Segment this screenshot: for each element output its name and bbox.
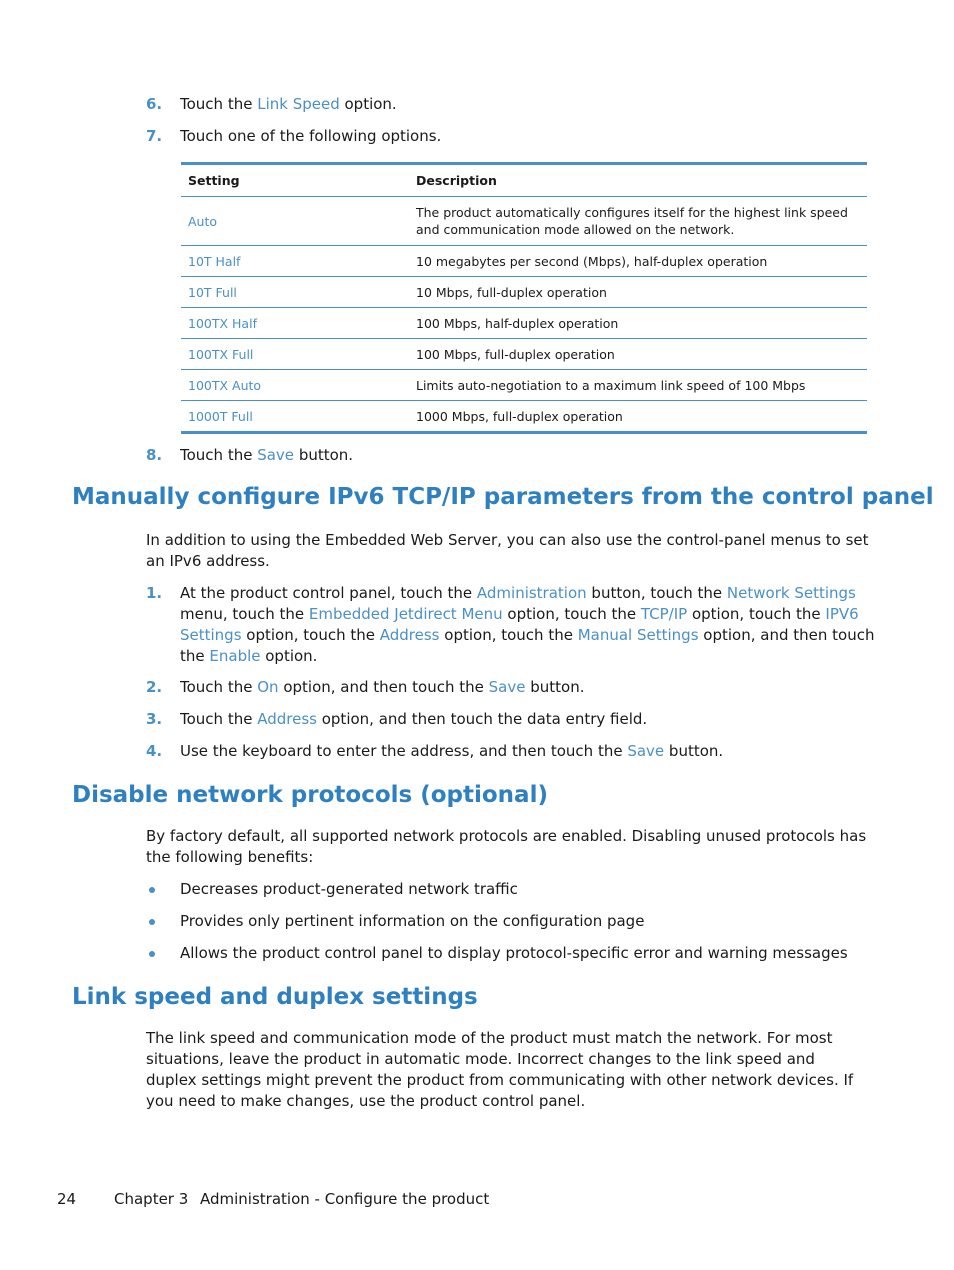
link-speed-table (181, 162, 867, 434)
ipv6-intro-paragraph: In addition to using the Embedded Web Server, you can also use the control-panel menus to set an IPv6 address. (146, 531, 869, 570)
ipv6-step-2: 2. Touch the On option, and then touch the Save button. (146, 678, 585, 696)
table-row (181, 246, 867, 277)
setting-cell: 1000T Full (188, 408, 253, 424)
section-heading-link-speed: Link speed and duplex settings (72, 984, 478, 1010)
step-number: 2. (146, 678, 163, 696)
bullet-icon (149, 951, 155, 957)
save-button-ref: Save (488, 678, 526, 696)
table-row (181, 277, 867, 308)
save-button-ref: Save (627, 742, 665, 760)
link-speed-option-ref: Link Speed (257, 95, 340, 113)
on-option-ref: On (257, 678, 279, 696)
table-row (181, 197, 867, 246)
description-cell: 100 Mbps, full-duplex operation (409, 339, 867, 370)
footer-title: Administration - Configure the product (200, 1190, 490, 1208)
step-number: 8. (146, 446, 163, 464)
table-row (181, 339, 867, 370)
setting-cell: 10T Full (181, 277, 409, 308)
section-heading-ipv6: Manually configure IPv6 TCP/IP parameters from the control panel (72, 484, 934, 510)
step-number: 3. (146, 710, 163, 728)
setting-cell: 10T Half (181, 246, 409, 277)
disable-intro-paragraph: By factory default, all supported network protocols are enabled. Disabling unused protocols has the following benefits: (146, 827, 867, 866)
description-cell: 10 megabytes per second (Mbps), half-duplex operation (409, 246, 867, 277)
list-item: Decreases product-generated network traffic (146, 879, 876, 900)
description-cell: The product automatically configures itself for the highest link speed and communication mode allowed on the network. (409, 197, 867, 246)
description-cell: 100 Mbps, half-duplex operation (409, 308, 867, 339)
step-number: 4. (146, 742, 163, 760)
setting-cell: 100TX Auto (181, 370, 409, 401)
footer-chapter: Chapter 3 (114, 1190, 189, 1208)
step-number: 6. (146, 95, 163, 113)
description-cell: 1000 Mbps, full-duplex operation (416, 408, 623, 424)
setting-cell: 100TX Full (181, 339, 409, 370)
bullet-icon (149, 919, 155, 925)
enable-option-ref: Enable (209, 647, 261, 665)
ipv6-step-3: 3. Touch the Address option, and then touch the data entry field. (146, 710, 648, 728)
step-number: 7. (146, 127, 163, 145)
network-settings-menu-ref: Network Settings (726, 584, 856, 602)
table-header-row (181, 164, 867, 197)
setting-cell: Auto (181, 197, 409, 246)
list-item: Provides only pertinent information on the configuration page (146, 911, 876, 932)
step-number: 1. (146, 584, 163, 602)
table-row (181, 308, 867, 339)
table-row (181, 370, 867, 401)
tcp-ip-option-ref: TCP/IP (640, 605, 688, 623)
list-item: Allows the product control panel to display protocol-specific error and warning messages (146, 943, 876, 964)
ipv6-step-1: 1. At the product control panel, touch the Administration button, touch the Network Settings menu, touch the Embedded Jetdirect Menu option, touch the TCP/IP option, touch the IPV6 Settings option, touch the Address option, touch the Manual Settings option, and then touch the Enable option. (146, 584, 875, 665)
description-cell: Limits auto-negotiation to a maximum link speed of 100 Mbps (409, 370, 867, 401)
step-6: 6. Touch the Link Speed option. (146, 95, 397, 113)
column-header-setting: Setting (181, 164, 409, 197)
setting-cell: 100TX Half (181, 308, 409, 339)
section-heading-disable-protocols: Disable network protocols (optional) (72, 782, 548, 808)
address-option-ref: Address (257, 710, 317, 728)
manual-settings-option-ref: Manual Settings (577, 626, 699, 644)
administration-button-ref: Administration (476, 584, 587, 602)
column-header-description: Description (409, 164, 867, 197)
page-number: 24 (57, 1190, 77, 1208)
embedded-jetdirect-menu-ref: Embedded Jetdirect Menu (308, 605, 503, 623)
ipv6-step-4: 4. Use the keyboard to enter the address, and then touch the Save button. (146, 742, 724, 760)
step-7: 7. Touch one of the following options. (146, 127, 442, 145)
link-speed-paragraph: The link speed and communication mode of the product must match the network. For most situations, leave the product in automatic mode. Incorrect changes to the link speed and duplex settings might prevent the product from communicating with other network devices. If you need to make changes, use the product control panel. (146, 1029, 854, 1110)
address-option-ref: Address (379, 626, 440, 644)
step-8: 8. Touch the Save button. (146, 446, 354, 464)
bullet-icon (149, 887, 155, 893)
save-button-ref: Save (257, 446, 295, 464)
table-row (181, 401, 867, 433)
ipv6-settings-option-ref: IPV6 Settings (180, 605, 859, 644)
description-cell: 10 Mbps, full-duplex operation (409, 277, 867, 308)
